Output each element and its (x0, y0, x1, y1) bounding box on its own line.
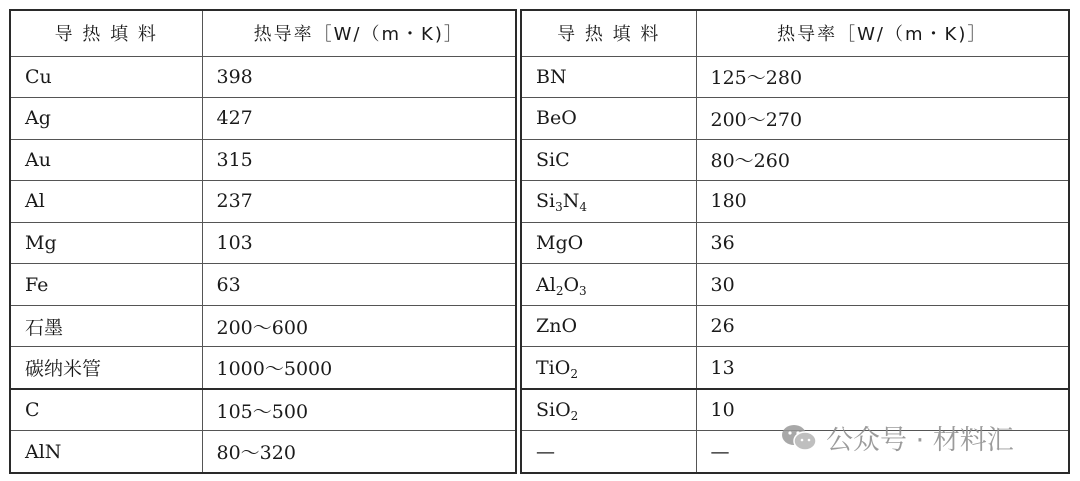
conductivity-cell: 200～270 (696, 98, 1069, 140)
conductivity-cell: 26 (696, 305, 1069, 347)
watermark (780, 418, 1014, 457)
table-row (10, 56, 516, 98)
table-row (10, 98, 516, 140)
table-row (521, 181, 1069, 223)
thermal-filler-table (9, 9, 1070, 474)
table-row (10, 431, 516, 473)
table-row (521, 222, 1069, 264)
left-table (9, 9, 517, 474)
right-table (520, 9, 1070, 474)
conductivity-cell: 10 (696, 389, 1069, 431)
conductivity-cell: 180 (696, 181, 1069, 223)
table-row (10, 305, 516, 347)
material-cell: Mg (10, 222, 202, 264)
table-row (521, 264, 1069, 306)
conductivity-cell: 125～280 (696, 56, 1069, 98)
material-cell: $Si_3N_4$ (521, 181, 696, 223)
material-cell: TiO$_2$ (521, 347, 696, 389)
material-cell: ZnO (521, 305, 696, 347)
material-cell: Cu (10, 56, 202, 98)
header-conductivity: 热导率［W/（m・K)］ (202, 10, 516, 56)
table-row (10, 139, 516, 181)
table-row (521, 347, 1069, 389)
material-cell: $Al_2O_3$ (521, 264, 696, 306)
watermark-text: 公众号 · 材料汇 (826, 425, 1014, 456)
conductivity-cell: 237 (202, 181, 516, 223)
material-cell: SiC (521, 139, 696, 181)
header-row (10, 10, 516, 56)
conductivity-cell: 63 (202, 264, 516, 306)
conductivity-cell: 398 (202, 56, 516, 98)
conductivity-cell: 427 (202, 98, 516, 140)
material-cell: Ag (10, 98, 202, 140)
conductivity-cell: 200～600 (202, 305, 516, 347)
conductivity-cell: 103 (202, 222, 516, 264)
table-row (10, 181, 516, 223)
conductivity-cell: 30 (696, 264, 1069, 306)
material-cell: BN (521, 56, 696, 98)
conductivity-cell: 1000～5000 (202, 347, 516, 389)
material-cell: AlN (10, 431, 202, 473)
conductivity-cell: 36 (696, 222, 1069, 264)
table-row (521, 56, 1069, 98)
table-row (521, 98, 1069, 140)
table-row (10, 264, 516, 306)
material-cell: 石墨 (10, 305, 202, 347)
table-row (521, 139, 1069, 181)
conductivity-cell: 13 (696, 347, 1069, 389)
header-material: 导 热 填 料 (10, 10, 202, 56)
conductivity-cell: 105～500 (202, 389, 516, 431)
material-cell: — (521, 431, 696, 473)
material-cell: Fe (10, 264, 202, 306)
material-cell: Au (10, 139, 202, 181)
table-row (10, 389, 516, 431)
header-conductivity: 热导率［W/（m・K)］ (696, 10, 1069, 56)
material-cell: BeO (521, 98, 696, 140)
material-cell: SiO$_2$ (521, 389, 696, 431)
conductivity-cell: 80～260 (696, 139, 1069, 181)
wechat-icon (780, 422, 818, 454)
table-row (10, 347, 516, 389)
conductivity-cell: 315 (202, 139, 516, 181)
material-cell: C (10, 389, 202, 431)
material-cell: Al (10, 181, 202, 223)
header-material: 导 热 填 料 (521, 10, 696, 56)
material-cell: MgO (521, 222, 696, 264)
conductivity-cell: 80～320 (202, 431, 516, 473)
table-row (521, 305, 1069, 347)
table-row (10, 222, 516, 264)
material-cell: 碳纳米管 (10, 347, 202, 389)
conductivity-cell: — (696, 431, 1069, 473)
header-row (521, 10, 1069, 56)
